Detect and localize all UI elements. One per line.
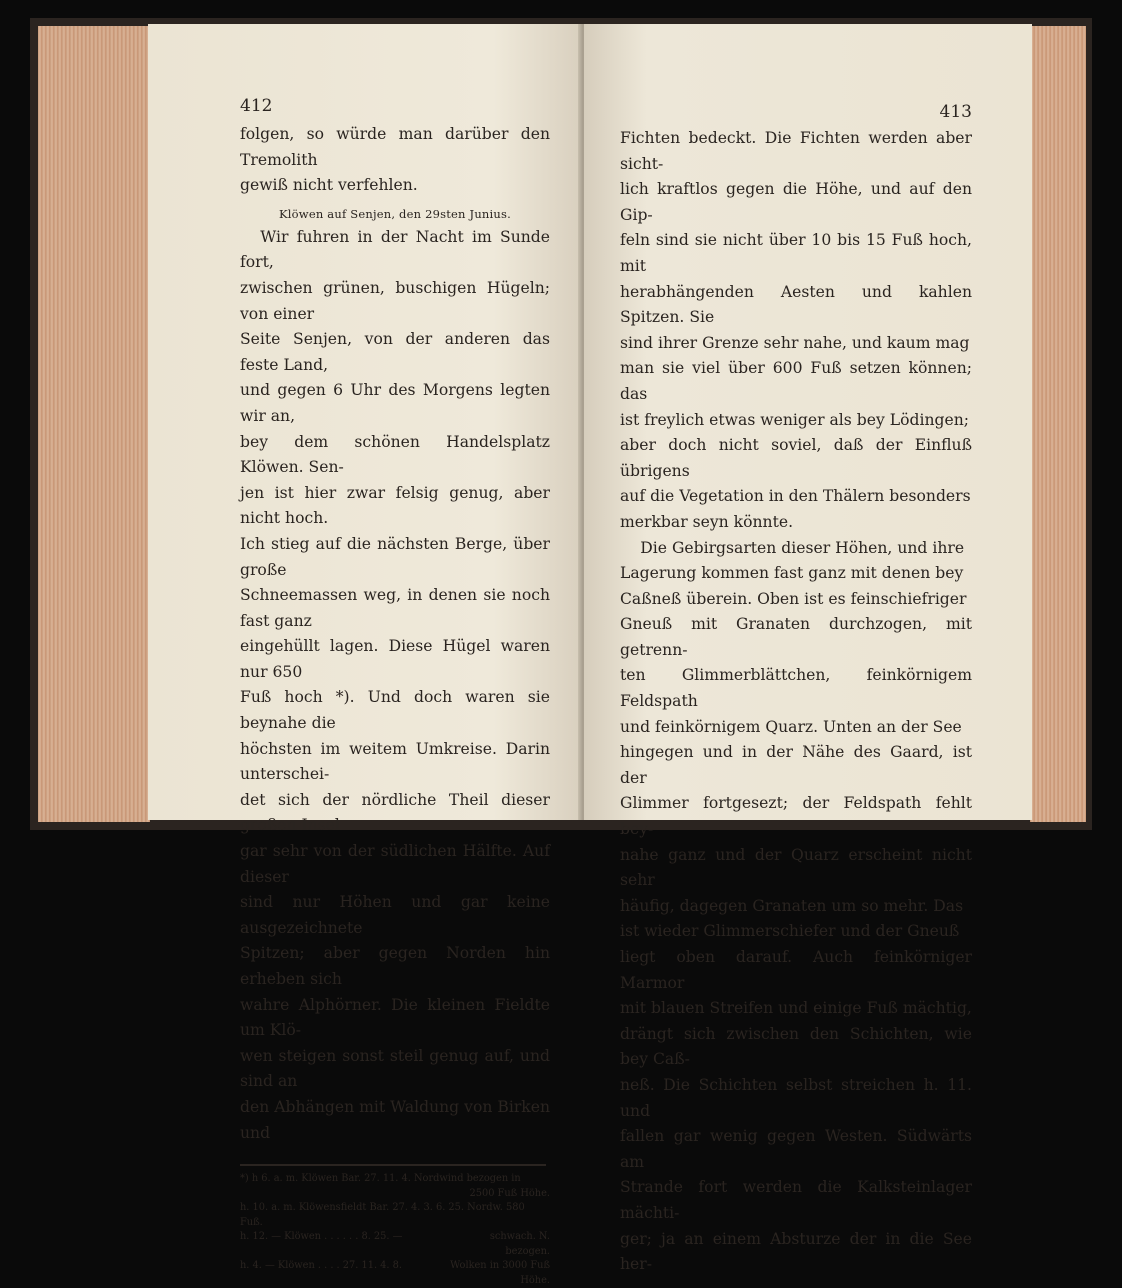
text-line: folgen, so würde man darüber den Tremolith — [240, 125, 550, 169]
text-line: mit blauen Streifen und einige Fuß mächtig, — [620, 999, 972, 1018]
text-line: Gneuß mit Granaten durchzogen, mit getrenn- — [620, 615, 972, 659]
text-line: eingehüllt lagen. Diese Hügel waren nur 650 — [240, 637, 550, 681]
footnote-row — [240, 1245, 550, 1260]
text-line: Spitzen; aber gegen Norden hin erheben sich — [240, 944, 550, 988]
footnote-row — [240, 1259, 550, 1274]
text-line: sind ihrer Grenze sehr nahe, und kaum mag — [620, 333, 970, 352]
text-line: den Abhängen mit Waldung von Birken und — [240, 1097, 550, 1142]
text-line: Glimmer fortgesezt; der Feldspath fehlt bey- — [620, 794, 972, 839]
footnote-divider — [240, 1164, 546, 1166]
right-page-number: 413 — [939, 102, 972, 122]
footnote-right: schwach. N. — [489, 1231, 550, 1243]
text-line: det sich der nördliche Theil dieser großen Insel — [240, 790, 550, 835]
right-paragraph-2 — [620, 536, 972, 1278]
text-line: hingegen und in der Nähe des Gaard, ist der — [620, 743, 972, 787]
text-line: auf die Vegetation in den Thälern besonders — [620, 487, 971, 506]
footnote-right: Höhe. — [520, 1274, 550, 1286]
text-line: ger; ja an einem Absturze der in die See her- — [620, 1229, 972, 1274]
text-line: Strande fort werden die Kalksteinlager mächti- — [620, 1178, 972, 1222]
text-line: ten Glimmerblättchen, feinkörnigem Feldspath — [620, 666, 972, 711]
right-paragraph-1 — [620, 126, 972, 536]
text-line: drängt sich zwischen den Schichten, wie bey Caß- — [620, 1024, 972, 1069]
text-line: neß. Die Schichten selbst streichen h. 11. und — [620, 1075, 972, 1120]
footnote-row — [240, 1274, 550, 1288]
left-page-number: 412 — [240, 96, 273, 116]
footnote-left: h. 4. — Klöwen . . . . 27. 11. 4. 8. — [240, 1260, 402, 1272]
text-line: Die Gebirgsarten dieser Höhen, und ihre — [640, 538, 965, 557]
footnote-left: *) h 6. a. m. Klöwen Bar. 27. 11. 4. Nordwind bezogen in — [240, 1173, 521, 1185]
page-edges-right — [1030, 26, 1086, 822]
text-line: häufig, dagegen Granaten um so mehr. Das — [620, 896, 964, 915]
text-line: Lagerung kommen fast ganz mit denen bey — [620, 564, 964, 583]
footnote-row — [240, 1172, 550, 1187]
text-line: lich kraftlos gegen die Höhe, und auf den Gip- — [620, 180, 972, 224]
text-line: ist freylich etwas weniger als bey Lödingen; — [620, 410, 969, 429]
footnote-left: h. 12. — Klöwen . . . . . . 8. 25. — — [240, 1231, 403, 1243]
left-text-top — [240, 122, 550, 199]
text-line: liegt oben darauf. Auch feinkörniger Marmor — [620, 948, 972, 992]
text-line: und feinkörnigem Quarz. Unten an der See — [620, 717, 962, 736]
text-line: und gegen 6 Uhr des Morgens legten wir an, — [240, 381, 550, 425]
text-line: Fuß hoch *). Und doch waren sie beynahe die — [240, 688, 550, 733]
text-line: Caßneß überein. Oben ist es feinschiefriger — [620, 589, 967, 608]
text-line: aber doch nicht soviel, daß der Einfluß übrigens — [620, 436, 972, 480]
footnote-left: h. 10. a. m. Klöwensfieldt Bar. 27. 4. 3. 6. 25. Nordw. 580 Fuß. — [240, 1202, 525, 1228]
text-line: Schneemassen weg, in denen sie noch fast ganz — [240, 586, 550, 630]
text-line: höchsten im weitem Umkreise. Darin unterschei- — [240, 739, 550, 784]
section-heading: Klöwen auf Senjen, den 29sten Junius. — [279, 206, 511, 221]
footnote-right: Wolken in 3000 Fuß — [450, 1260, 550, 1272]
footnotes — [240, 1172, 550, 1288]
footnote-row — [240, 1230, 550, 1245]
right-page — [584, 24, 1032, 1274]
text-line: sind nur Höhen und gar keine ausgezeichnete — [240, 893, 550, 937]
left-page — [148, 24, 580, 1286]
text-line: man sie viel über 600 Fuß setzen können; das — [620, 359, 972, 403]
text-line: herabhängenden Aesten und kahlen Spitzen. Sie — [620, 282, 972, 327]
text-line: gar sehr von der südlichen Hälfte. Auf dieser — [240, 842, 550, 886]
text-line: bey dem schönen Handelsplatz Klöwen. Sen- — [240, 432, 550, 477]
text-line: Ich stieg auf die nächsten Berge, über große — [240, 534, 550, 579]
left-paragraph — [240, 225, 550, 1146]
footnote-right: 2500 Fuß Höhe. — [469, 1187, 550, 1199]
text-line: nahe ganz und der Quarz erscheint nicht sehr — [620, 845, 972, 890]
text-line: zwischen grünen, buschigen Hügeln; von einer — [240, 278, 550, 323]
text-line: jen ist hier zwar felsig genug, aber nicht hoch. — [240, 483, 550, 528]
text-line: wen steigen sonst steil genug auf, und sind an — [240, 1046, 550, 1091]
text-line: Fichten bedeckt. Die Fichten werden aber sicht- — [620, 129, 972, 173]
text-line: gewiß nicht verfehlen. — [240, 176, 418, 195]
text-line: Seite Senjen, von der anderen das feste Land, — [240, 330, 550, 374]
page-edges-left — [38, 26, 150, 822]
text-line: Wir fuhren in der Nacht im Sunde fort, — [240, 227, 550, 272]
footnote-right: bezogen. — [505, 1245, 550, 1257]
footnote-row — [240, 1187, 550, 1202]
text-line: feln sind sie nicht über 10 bis 15 Fuß hoch, mit — [620, 231, 972, 275]
text-line: fallen gar wenig gegen Westen. Südwärts am — [620, 1127, 972, 1171]
text-line: ist wieder Glimmerschiefer und der Gneuß — [620, 922, 960, 941]
footnote-row — [240, 1201, 550, 1230]
text-line: wahre Alphörner. Die kleinen Fieldte um Klö- — [240, 995, 550, 1040]
text-line: merkbar seyn könnte. — [620, 512, 794, 531]
